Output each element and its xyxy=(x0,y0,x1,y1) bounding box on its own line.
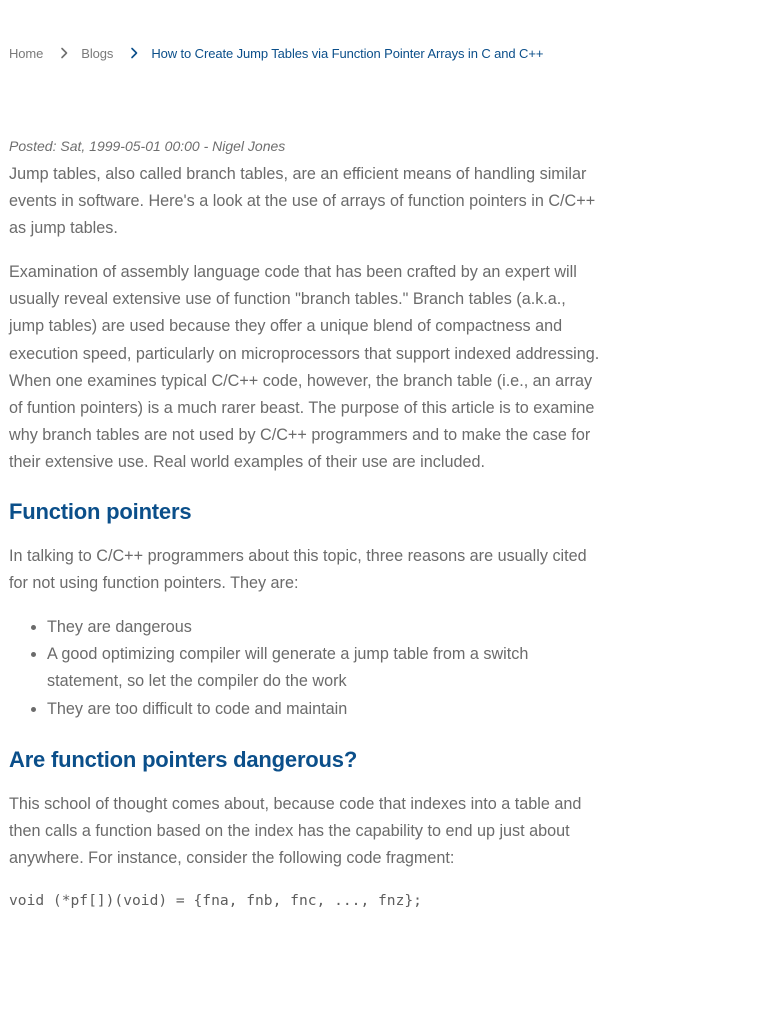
breadcrumb-current: How to Create Jump Tables via Function Pointer Arrays in C and C++ xyxy=(151,45,544,61)
body-paragraph-2: In talking to C/C++ programmers about this topic, three reasons are usually cited for not using function pointers. They are: xyxy=(9,547,587,593)
list-item: • They are too difficult to code and maintain xyxy=(47,696,604,723)
breadcrumb xyxy=(9,44,543,62)
chevron-right-icon xyxy=(57,46,71,60)
article xyxy=(9,132,604,913)
list-item: • They are dangerous xyxy=(47,614,604,641)
intro-paragraph: Jump tables, also called branch tables, are an efficient means of handling similar events in software. Here's a look at the use of arrays of function pointers in C/C++ as jump tables. xyxy=(9,165,596,238)
body-paragraph-1: Examination of assembly language code that has been crafted by an expert will usually reveal extensive use of function "branch tables." Branch tables (a.k.a., jump tables) are used because they offer a unique blend of compactness and execution speed, particularly on microprocessors that support indexed addressing. When one examines typical C/C++ code, however, the branch table (i.e., an array of funtion pointers) is a much rarer beast. The purpose of this article is to examine why branch tables are not used by C/C++ programmers and to make the case for their extensive use. Real world examples of their use are included. xyxy=(9,263,600,471)
heading-function-pointers: Function pointers xyxy=(9,499,192,525)
code-snippet: void (*pf[])(void) = {fna, fnb, fnc, ..., fnz}; xyxy=(9,891,422,909)
breadcrumb-home-link[interactable]: Home xyxy=(9,45,44,61)
body-paragraph-3: This school of thought comes about, because code that indexes into a table and then calls a function based on the index has the capability to end up just about anywhere. For instance, consider the following code fragment: xyxy=(9,794,582,867)
heading-function-pointers-dangerous: Are function pointers dangerous? xyxy=(9,746,358,772)
list-item: • A good optimizing compiler will generate a jump table from a switch statement, so let the compiler do the work xyxy=(47,641,604,695)
chevron-right-icon xyxy=(127,46,141,60)
post-meta: Posted: Sat, 1999-05-01 00:00 - Nigel Jones xyxy=(9,138,286,154)
reasons-list xyxy=(9,614,604,722)
breadcrumb-blogs-link[interactable]: Blogs xyxy=(81,45,114,61)
